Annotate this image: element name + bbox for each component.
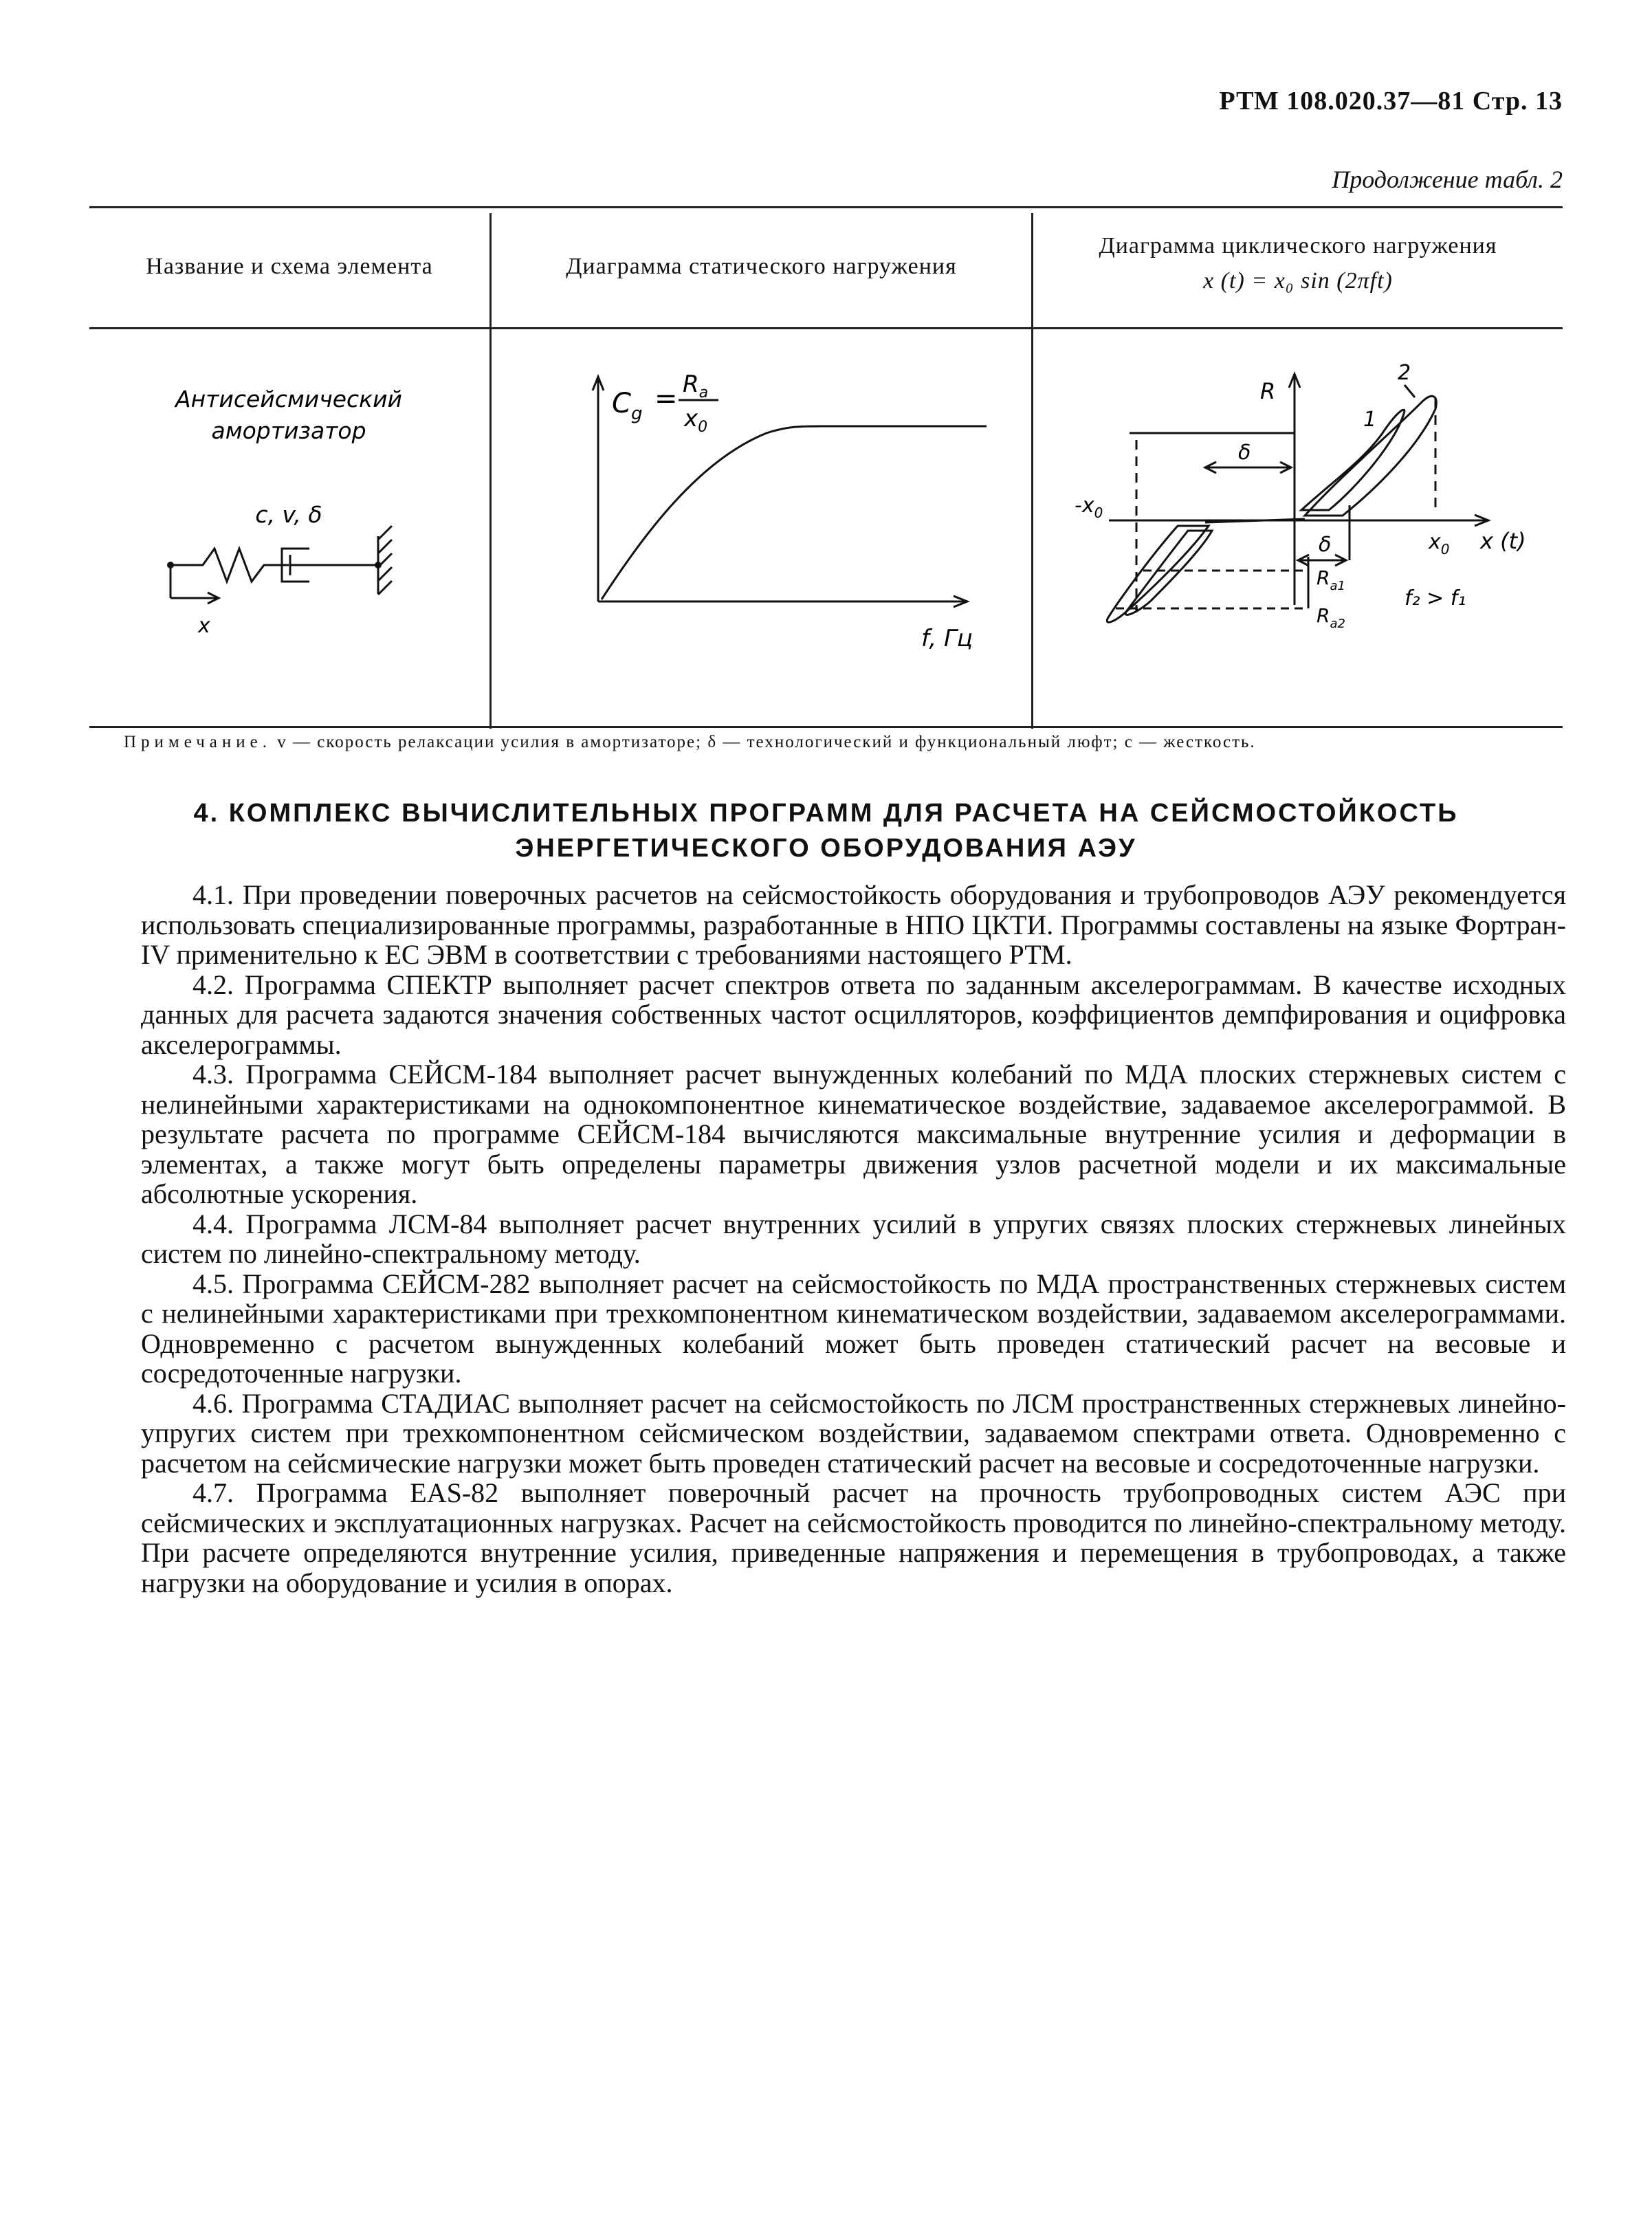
note-label: Примечание. xyxy=(124,733,272,751)
paragraph-4-4: 4.4. Программа ЛСМ-84 выполняет расчет внутренних усилий в упругих связях плоских стержневых линейных систем по линейно-спектральному методу. xyxy=(141,1208,1566,1269)
static-y-lhs: $C_g$ xyxy=(612,388,643,424)
paragraph-4-7: 4.7. Программа EAS-82 выполняет поверочный расчет на прочность трубопроводных систем АЭС при сейсмических и эксплуатационных нагрузках. Расчет на сейсмостойкость проводится по линейно-спектральному методу. При расчете определяются внутренние усилия, приведенные напряжения и перемещения в трубопроводах, а также нагрузки на оборудование и усилия в опорах. xyxy=(141,1477,1566,1598)
cyclic-loading-diagram xyxy=(1033,330,1563,725)
curve-1-label: 1 xyxy=(1363,408,1377,432)
table-2 xyxy=(89,206,1563,729)
section-body xyxy=(141,880,1566,1598)
cyclic-y-axis-label: R xyxy=(1260,378,1276,404)
element-name-line1: Антисейсмический xyxy=(175,386,402,412)
neg-x0-label: $-x_0$ xyxy=(1075,494,1103,521)
header-static-diagram: Диаграмма статического нагружения xyxy=(566,254,957,279)
static-loading-diagram xyxy=(492,330,1031,725)
paragraph-4-6: 4.6. Программа СТАДИАС выполняет расчет на сейсмостойкость по ЛСМ пространственных стержневых линейно-упругих систем при трехкомпонентном сейсмическом воздействии, задаваемом спектрами ответа. Одновременно с расчетом на сейсмические нагрузки может быть проведен статический расчет на весовые и сосредоточенные нагрузки. xyxy=(141,1387,1566,1479)
curve-2-label: 2 xyxy=(1398,361,1411,385)
ra1-label: $R_{a1}$ xyxy=(1317,566,1345,593)
cyclic-x-axis-label: x (t) xyxy=(1480,528,1526,554)
element-params-label: c, v, δ xyxy=(255,501,322,528)
shock-absorber-schematic xyxy=(89,330,488,725)
ra2-label: $R_{a2}$ xyxy=(1317,604,1345,631)
header-cyclic-diagram: Диаграмма циклического нагружения x (t) = x₀ sin (2πft) xyxy=(1099,233,1497,294)
curve-2-leader xyxy=(1405,385,1415,397)
static-fraction-denominator: $x_0$ xyxy=(684,405,708,436)
note-text: v — скорость релаксации усилия в амортизаторе; δ — технологический и функциональный люфт; c — жесткость. xyxy=(277,733,1256,751)
static-fraction-numerator: $R_a$ xyxy=(683,371,709,401)
section-title: 4. КОМПЛЕКС ВЫЧИСЛИТЕЛЬНЫХ ПРОГРАММ ДЛЯ РАСЧЕТА НА СЕЙСМОСТОЙКОСТЬ ЭНЕРГЕТИЧЕСКОГО ОБОРУДОВАНИЯ АЭУ xyxy=(193,799,1459,863)
element-name-line2: амортизатор xyxy=(211,417,366,444)
node-right xyxy=(375,562,382,568)
hysteresis-loop-1 xyxy=(1125,410,1405,615)
table-top-rule xyxy=(89,206,1563,208)
node-left xyxy=(167,562,174,568)
static-x-axis-label: f, Гц xyxy=(921,625,973,652)
element-axis-x-label: x xyxy=(198,614,210,638)
static-curve xyxy=(602,426,987,599)
paragraph-4-1: 4.1. При проведении поверочных расчетов на сейсмостойкость оборудования и трубопроводов АЭУ рекомендуется использовать специализированные программы, разработанные в НПО ЦКТИ. Программы составлены на языке Фортран-IV применительно к ЕС ЭВМ в соответствии с требованиями настоящего РТМ. xyxy=(141,879,1566,970)
paragraph-4-2: 4.2. Программа СПЕКТР выполняет расчет спектров ответа по заданным акселерограммам. В качестве исходных данных для расчета задаются значения собственных частот осцилляторов, коэффициентов демпфирования и оцифровка акселерограммы. xyxy=(141,969,1566,1060)
spring-damper-icon xyxy=(170,526,392,604)
table-continuation-label: Продолжение табл. 2 xyxy=(1332,166,1563,193)
paragraph-4-5: 4.5. Программа СЕЙСМ-282 выполняет расчет на сейсмостойкость по МДА пространственных стержневых систем с нелинейными характеристиками при трехкомпонентном кинематическом воздействии, задаваемом акселерограммами. Одновременно с расчетом вынужденных колебаний может быть проведен статический расчет на весовые и сосредоточенные нагрузки. xyxy=(141,1268,1566,1389)
frequency-relation: f₂ > f₁ xyxy=(1405,586,1466,610)
x0-label: $x_0$ xyxy=(1429,530,1450,558)
table-bottom-rule xyxy=(89,726,1563,728)
delta-top-label: δ xyxy=(1238,441,1251,465)
document-code: РТМ 108.020.37—81 Стр. 13 xyxy=(1219,87,1563,115)
hysteresis-loop-2 xyxy=(1107,396,1436,622)
delta-bottom-label: δ xyxy=(1319,533,1332,557)
table-header-rule xyxy=(89,327,1563,329)
static-y-equals: = xyxy=(654,383,678,415)
paragraph-4-3: 4.3. Программа СЕЙСМ-184 выполняет расчет вынужденных колебаний по МДА плоских стержневых систем с нелинейными характеристиками на однокомпонентное кинематическое воздействие, задаваемое акселерограммой. В результате расчета по программе СЕЙСМ-184 вычисляются максимальные внутренние усилия и деформации в элементах, а также могут быть определены параметры движения узлов расчетной модели и их максимальные абсолютные ускорения. xyxy=(141,1059,1566,1209)
header-element-name: Название и схема элемента xyxy=(146,254,433,279)
table-note xyxy=(124,733,1256,752)
